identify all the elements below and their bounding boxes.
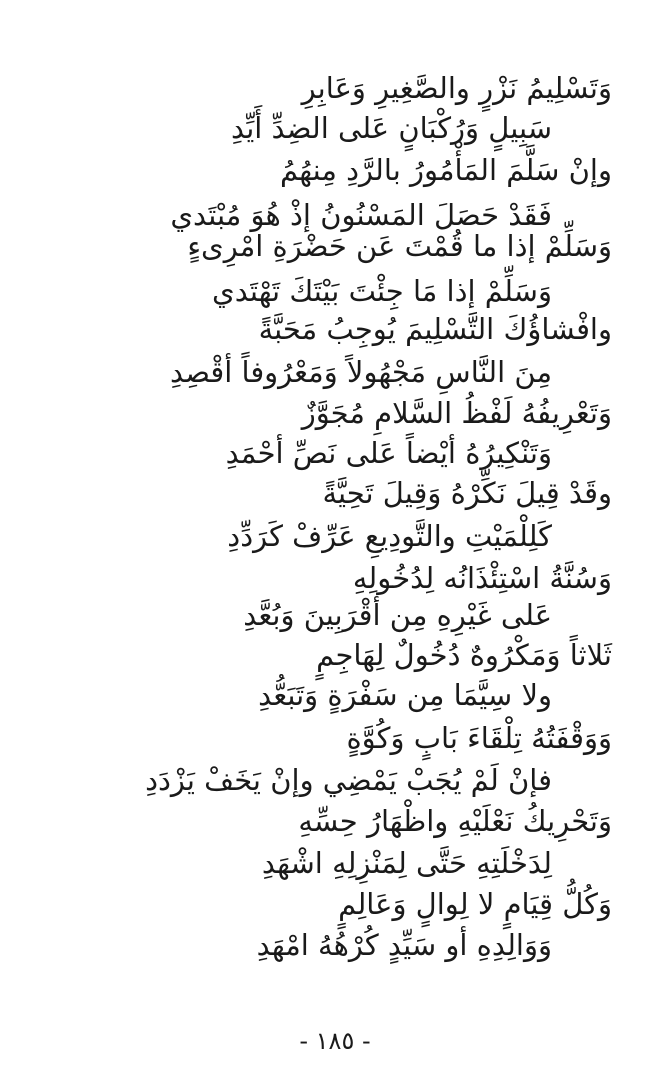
verse-line-3-second-hemistich: وَسَلِّمْ إذا مَا جِئْتَ بَيْتَكَ تَهْتَدي — [212, 274, 552, 308]
verse-line-2-second-hemistich: فَقَدْ حَصَلَ المَسْنُونُ إذْ هُوَ مُبْتَدي — [170, 198, 552, 232]
verse-line-8-second-hemistich: ولا سِيَّمَا مِن سَفْرَةٍ وَتَبَعُّدِ — [258, 678, 552, 712]
verse-line-8-first-hemistich: ثَلاثاً وَمَكْرُوهٌ دُخُولٌ لِهَاجِمٍ — [316, 638, 612, 672]
verse-line-7-second-hemistich: عَلى غَيْرِهِ مِن أقْرَبِينَ وَبُعَّدِ — [243, 598, 552, 632]
verse-line-5-second-hemistich: وَتَنْكِيرُهُ أيْضاً عَلى نَصِّ أحْمَدِ — [225, 436, 552, 470]
verse-line-3-first-hemistich: وَسَلِّمْ إذا ما قُمْتَ عَن حَضْرَةِ امْرِىءٍ — [187, 229, 612, 263]
verse-line-9-second-hemistich: فإنْ لَمْ يُجَبْ يَمْضِي وإنْ يَخَفْ يَزْدَدِ — [145, 763, 552, 797]
verse-line-2-first-hemistich: وإنْ سَلَّمَ المَأْمُورُ بالرَّدِ مِنهُمُ — [279, 153, 612, 187]
verse-line-11-second-hemistich: وَوَالِدِهِ أو سَيِّدٍ كُرْهُهُ امْهَدِ — [256, 928, 552, 962]
verse-line-10-first-hemistich: وَتَحْرِيكُ نَعْلَيْهِ واظْهَارُ حِسِّهِ — [298, 804, 612, 838]
verse-line-1-first-hemistich: وَتَسْلِيمُ نَزْرٍ والصَّغِيرِ وَعَابِرِ — [301, 71, 612, 105]
verse-line-6-first-hemistich: وقَدْ قِيلَ نَكِّرْهُ وَقِيلَ تَحِيَّةً — [322, 476, 612, 510]
verse-line-6-second-hemistich: كَلِلْمَيْتِ والتَّودِيعِ عَرِّفْ كَرَدِّدِ — [227, 519, 552, 553]
verse-line-1-second-hemistich: سَبِيلٍ وَرُكْبَانٍ عَلى الضِدِّ أَيِّدِ — [230, 111, 552, 145]
verse-line-10-second-hemistich: لِدَخْلَتِهِ حَتَّى لِمَنْزِلِهِ اشْهَدِ — [261, 846, 552, 880]
verse-line-7-first-hemistich: وَسُنَّةُ اسْتِئْذَانُه لِدُخُولِهِ — [352, 561, 612, 595]
verse-line-5-first-hemistich: وَتَعْرِيفُهُ لَفْظُ السَّلامِ مُجَوَّزٌ — [301, 396, 612, 430]
verse-line-4-first-hemistich: وافْشاؤُكَ التَّسْلِيمَ يُوجِبُ مَحَبَّةً — [258, 312, 612, 346]
verse-line-11-first-hemistich: وَكُلُّ قِيَامٍ لا لِوالٍ وَعَالِمٍ — [338, 887, 612, 921]
verse-line-4-second-hemistich: مِنَ النَّاسِ مَجْهُولاً وَمَعْرُوفاً أقْصِدِ — [169, 355, 552, 389]
page-number: - ١٨٥ - — [299, 1027, 371, 1055]
verse-line-9-first-hemistich: وَوَقْفَتُهُ تِلْقَاءَ بَابٍ وَكُوَّةٍ — [346, 721, 612, 755]
